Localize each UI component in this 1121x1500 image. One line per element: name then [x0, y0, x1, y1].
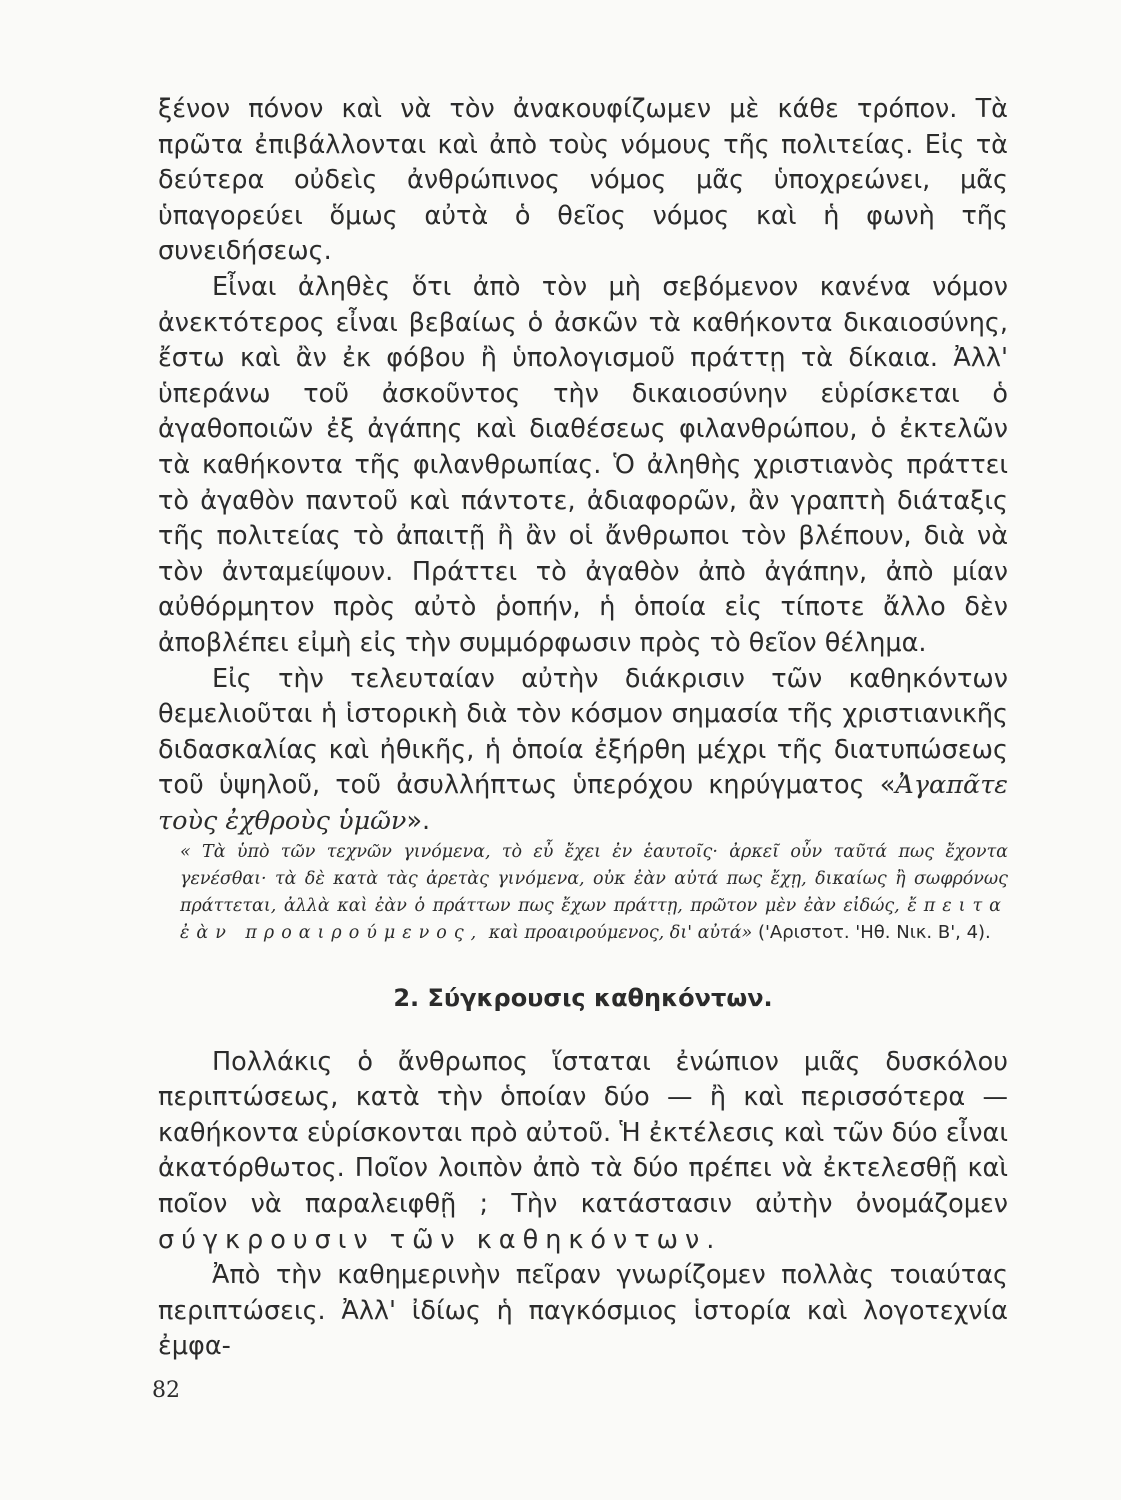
paragraph-2: Εἶναι ἀληθὲς ὅτι ἀπὸ τὸν μὴ σεβόμενον κανένα νόμον ἀνεκτότερος εἶναι βεβαίως ὁ ἀσκῶν τὰ καθήκοντα δικαιοσύνης, ἔστω καὶ ἂν ἐκ φόβου ἢ ὑπολογισμοῦ πράττῃ τὰ δίκαια. Ἀλλ' ὑπεράνω τοῦ ἀσκοῦντος τὴν δικαιοσύνην εὑρίσκεται ὁ ἀγαθοποιῶν ἐξ ἀγάπης καὶ διαθέσεως φιλανθρώπου, ὁ ἐκτελῶν τὰ καθήκοντα τῆς φιλανθρωπίας. Ὁ ἀληθὴς χριστιανὸς πράττει τὸ ἀγαθὸν παντοῦ καὶ πάντοτε, ἀδιαφορῶν, ἂν γραπτὴ διάταξις τῆς πολιτείας τὸ ἀπαιτῇ ἢ ἂν οἱ ἄνθρωποι τὸν βλέπουν, διὰ νὰ τὸν ἀνταμείψουν. Πράττει τὸ ἀγαθὸν ἀπὸ ἀγάπην, ἀπὸ μίαν αὐθόρμητον πρὸς αὐτὸ ῥοπήν, ἡ ὁποία εἰς τίποτε ἄλλο δὲν ἀποβλέπει εἰμὴ εἰς τὴν συμμόρφωσιν πρὸς τὸ θεῖον θέλημα.: [158, 271, 1008, 658]
paragraph-1: ξένον πόνον καὶ νὰ τὸν ἀνακουφίζωμεν μὲ κάθε τρόπον. Τὰ πρῶτα ἐπιβάλλονται καὶ ἀπὸ τοὺς νόμους τῆς πολιτείας. Εἰς τὰ δεύτερα οὐδεὶς ἀνθρώπινος νόμος μᾶς ὑποχρεώνει, μᾶς ὑπαγορεύει ὅμως αὐτὰ ὁ θεῖος νόμος καὶ ἡ φωνὴ τῆς συνειδήσεως.: [158, 94, 1008, 267]
paragraph-3-text: Εἰς τὴν τελευταίαν αὐτὴν διάκρισιν τῶν καθηκόντων θεμελιοῦται ἡ ἱστορικὴ διὰ τὸν κόσμον σημασία τῆς χριστιανικῆς διδασκαλίας καὶ ἠθικῆς, ἡ ὁποία ἐξήρθη μέχρι τῆς διατυπώσεως τοῦ ὑψηλοῦ, τοῦ ἀσυλλήπτως ὑπερόχου κηρύγματος «: [158, 663, 1008, 801]
quote-text-2: καὶ προαιρούμενος, δι' αὐτά»: [483, 922, 753, 943]
paragraph-5: Ἀπὸ τὴν καθημερινὴν πεῖραν γνωρίζομεν πολλὰς τοιαύτας περιπτώσεις. Ἀλλ' ἰδίως ἡ παγκόσμιος ἱστορία καὶ λογοτεχνία ἐμφα-: [158, 1260, 1008, 1362]
paragraph-3-end: ».: [406, 805, 431, 836]
paragraph-4-spaced-term: σύγκρουσιν τῶν καθηκόντων: [158, 1224, 707, 1255]
paragraph-4: [158, 1045, 1008, 1259]
quote-citation: ('Αριστοτ. 'Ηθ. Νικ. Β', 4).: [752, 921, 991, 943]
aristotle-quote: [158, 839, 1008, 946]
paragraph-3: [158, 662, 1008, 840]
paragraph-4-end: .: [706, 1224, 715, 1255]
quote-spaced-text: ἔπειτα ἐὰν προαιρούμενος,: [180, 896, 1008, 943]
quote-text-1: « Τὰ ὑπὸ τῶν τεχνῶν γινόμενα, τὸ εὖ ἔχει ἐν ἑαυτοῖς· ἀρκεῖ οὖν ταῦτά πως ἔχοντα γενέσθαι· τὰ δὲ κατὰ τὰς ἀρετὰς γινόμενα, οὐκ ἐὰν αὐτά πως ἔχῃ, δικαίως ἢ σωφρόνως πράττεται, ἀλλὰ καὶ ἐὰν ὁ πράττων πως ἔχων πράττῃ, πρῶτον μὲν ἐὰν εἰδώς,: [180, 842, 1008, 917]
section-heading: 2. Σύγκρουσις καθηκόντων.: [393, 983, 773, 1012]
paragraph-3-quote: Ἀγαπᾶτε τοὺς ἐχθροὺς ὑμῶν: [158, 770, 1008, 836]
page-number: 82: [152, 1378, 180, 1403]
text-block: [158, 92, 1008, 1365]
paragraph-4-text: Πολλάκις ὁ ἄνθρωπος ἵσταται ἐνώπιον μιᾶς δυσκόλου περιπτώσεως, κατὰ τὴν ὁποίαν δύο — ἢ καὶ περισσότερα — καθήκοντα εὑρίσκονται πρὸ αὐτοῦ. Ἡ ἐκτέλεσις καὶ τῶν δύο εἶναι ἀκατόρθωτος. Ποῖον λοιπὸν ἀπὸ τὰ δύο πρέπει νὰ ἐκτελεσθῇ καὶ ποῖον νὰ παραλειφθῇ ; Τὴν κατάστασιν αὐτὴν ὀνομάζομεν: [158, 1046, 1008, 1220]
